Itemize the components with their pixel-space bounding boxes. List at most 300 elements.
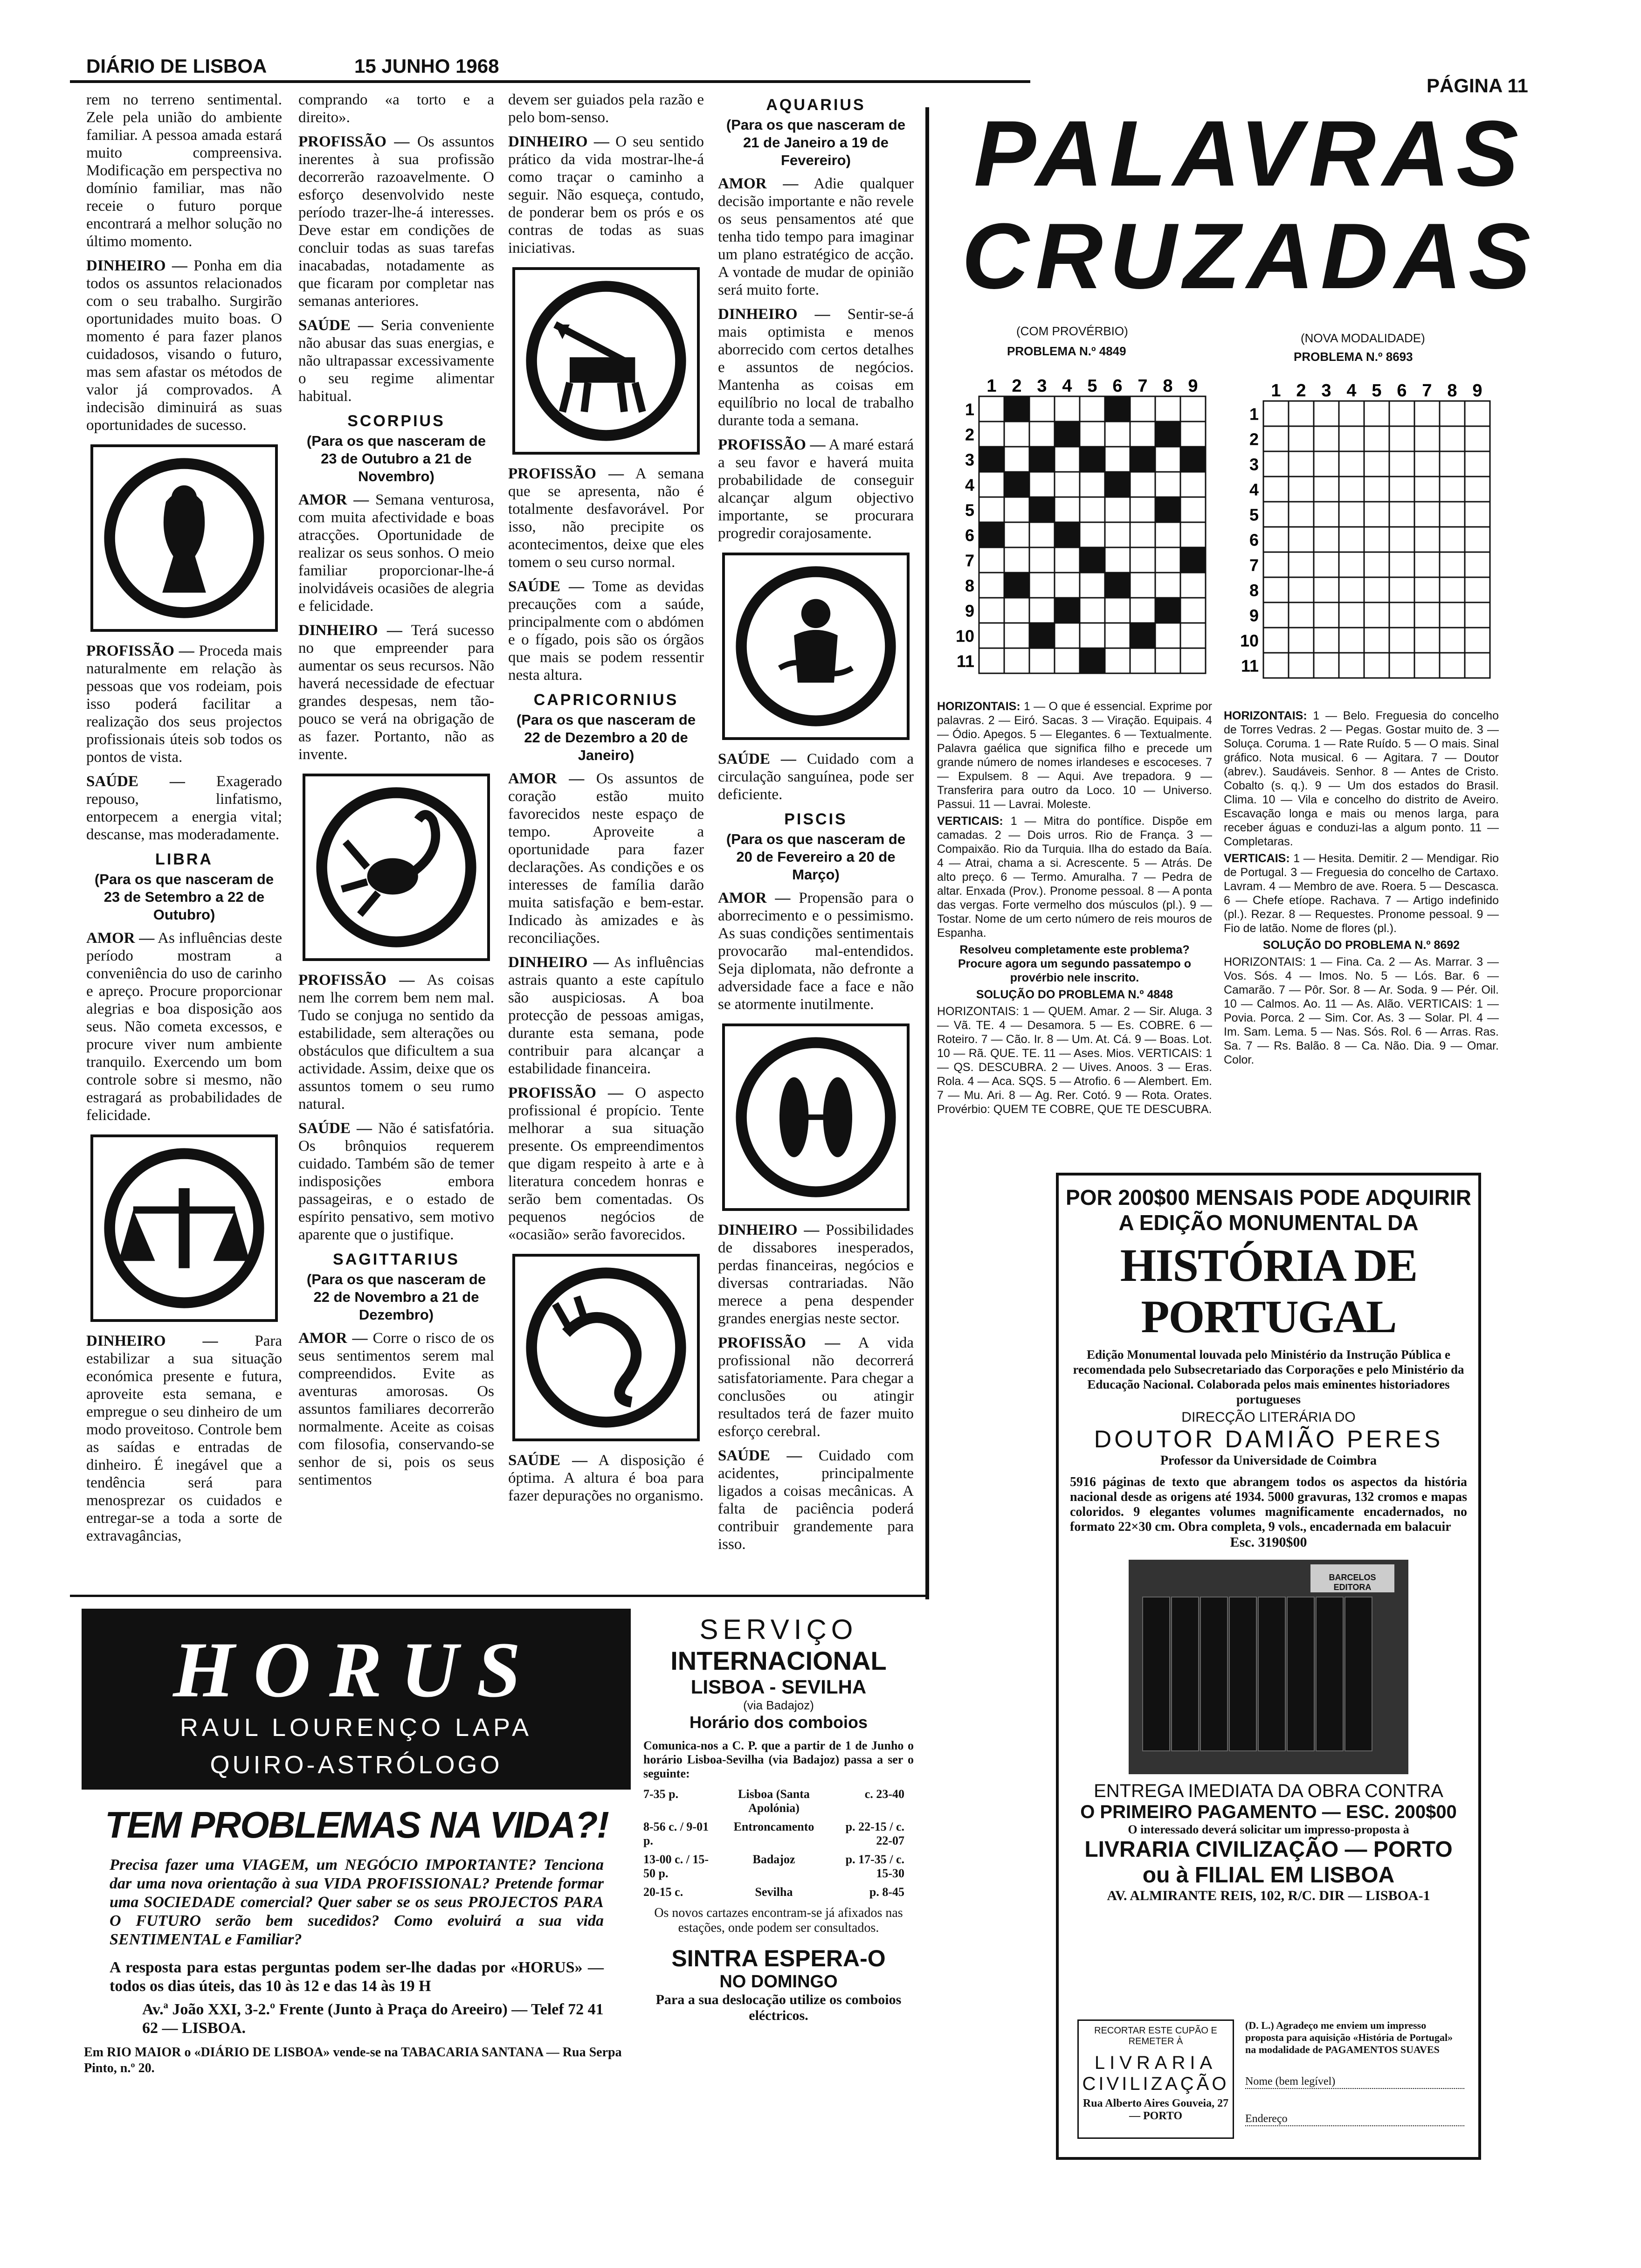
grid-cell[interactable] — [1364, 477, 1389, 502]
grid-cell[interactable] — [1130, 598, 1155, 623]
grid-cell[interactable] — [1440, 577, 1465, 602]
grid-cell[interactable] — [1389, 552, 1414, 577]
grid-cell[interactable] — [979, 472, 1004, 497]
section-keyword: PROFISSÃO — — [508, 465, 624, 482]
grid-cell[interactable] — [1289, 426, 1314, 451]
grid-cell[interactable] — [1029, 396, 1055, 422]
grid-cell[interactable] — [1105, 422, 1130, 447]
grid-cell[interactable] — [1155, 447, 1180, 472]
coupon-box[interactable] — [1077, 2019, 1234, 2139]
grid-cell[interactable] — [1155, 573, 1180, 598]
grid-cell[interactable] — [1389, 577, 1414, 602]
clue-keyword: VERTICAIS: — [1224, 852, 1290, 865]
grid-row-number: 11 — [956, 651, 974, 671]
grid-cell[interactable] — [1155, 547, 1180, 573]
grid-cell[interactable] — [1339, 527, 1364, 552]
sign-name-sagittarius: SAGITTARIUS — [333, 1251, 460, 1268]
timetable-station: Entroncamento — [733, 1820, 814, 1833]
right-grid-svg — [1235, 378, 1506, 690]
grid-cell[interactable] — [1440, 602, 1465, 628]
grid-row-number: 10 — [1240, 631, 1259, 650]
grid-cell[interactable] — [1289, 527, 1314, 552]
grid-cell[interactable] — [1414, 552, 1440, 577]
sign-dates-aquarius: (Para os que nasceram de 21 de Janeiro a 19 de Fevereiro) — [726, 117, 906, 168]
section-text: Corre o risco de os seus sentimentos serem mal compreendidos. Evite as aventuras amorosas. Os assuntos familiares decorrerão normalmente. Aceite as coisas com filosofia, conservando-se senhor de si, pois os seus sentimentos — [298, 1330, 494, 1488]
grid-row-number: 1 — [965, 400, 974, 419]
grid-cell[interactable] — [1314, 602, 1339, 628]
timetable-arrival: p. 22-15 / c. 22-07 — [845, 1820, 904, 1847]
grid-cell[interactable] — [1155, 648, 1180, 673]
grid-cell[interactable] — [1004, 447, 1029, 472]
grid-cell[interactable] — [1389, 477, 1414, 502]
timetable-arrival: p. 17-35 / c. 15-30 — [845, 1853, 904, 1880]
timetable-departure: 7-35 p. — [643, 1787, 679, 1801]
grid-cell[interactable] — [1180, 497, 1206, 522]
grid-cell[interactable] — [1029, 648, 1055, 673]
section-text: A semana que se apresenta, não é totalmente desfavorável. Por isso, não precipite os acontecimentos, deixe que eles tomem o seu curso normal. — [508, 465, 704, 571]
grid-cell[interactable] — [1105, 497, 1130, 522]
grid-cell[interactable] — [1029, 422, 1055, 447]
grid-cell[interactable] — [1339, 552, 1364, 577]
order-form-name[interactable]: Nome (bem legível) — [1245, 2075, 1464, 2089]
grid-column-number: 8 — [1163, 376, 1173, 396]
horus-name: RAUL LOURENÇO LAPA — [179, 1714, 533, 1742]
text-paragraph: rem no terreno sentimental. Zele pela união do ambiente familiar. A pessoa amada estará muito compreensiva. Modificação em perspectiva no domínio familiar, mas não receie o futuro porque encontrará a melhor solução no último momento. — [86, 91, 282, 250]
text-paragraph — [718, 1221, 914, 1328]
grid-cell[interactable] — [1414, 577, 1440, 602]
grid-cell[interactable] — [1004, 623, 1029, 648]
grid-cell-black — [1105, 396, 1130, 422]
solution-text: HORIZONTAIS: 1 — QUEM. Amar. 2 — Sir. Aluga. 3 — Vã. TE. 4 — Desamora. 5 — Es. COBRE. 6 — Roteiro. 7 — Cão. Ir. 8 — Um. At. Cá. 9 — Boas. Lot. 10 — Rã. QUE. TE. 11 — Ases. Mios. VERTICAIS: 1 — QS. DESCUBRA. 2 — Uives. Anoos. 3 — Eras. Rola. 4 — Aca. SQS. 5 — Atrofio. 6 — Alembert. Em. 7 — Mu. Ari. 8 — Ag. Rer. Cotó. 9 — Rota. Orates. Provérbio: QUEM TE COBRE, QUE TE DESCUBRA. — [937, 1005, 1212, 1116]
grid-cell[interactable] — [1180, 573, 1206, 598]
servico-title-5: Horário dos comboios — [689, 1713, 868, 1732]
grid-cell[interactable] — [1465, 477, 1490, 502]
grid-cell[interactable] — [1130, 522, 1155, 547]
section-text: Exagerado repouso, linfatismo, entorpecem a energia vital; descanse, mas moderadamente. — [86, 773, 282, 843]
grid-cell[interactable] — [1289, 451, 1314, 477]
grid-cell[interactable] — [1339, 602, 1364, 628]
grid-cell[interactable] — [1364, 602, 1389, 628]
grid-cell[interactable] — [1414, 602, 1440, 628]
grid-cell[interactable] — [1180, 522, 1206, 547]
grid-cell[interactable] — [1029, 598, 1055, 623]
grid-cell-black — [1055, 598, 1080, 623]
grid-cell[interactable] — [1339, 628, 1364, 653]
section-text: Tome as devidas precauções com a saúde, principalmente com o abdómen e o fígado, pois são os órgãos que mais se podem ressentir nesta altura. — [508, 578, 704, 684]
grid-cell[interactable] — [979, 573, 1004, 598]
grid-cell[interactable] — [1155, 522, 1180, 547]
grid-cell[interactable] — [1263, 628, 1289, 653]
grid-cell-black — [1105, 573, 1130, 598]
order-form-address[interactable]: Endereço — [1245, 2113, 1464, 2126]
grid-cell[interactable] — [1440, 451, 1465, 477]
sign-name-aquarius: AQUARIUS — [766, 96, 866, 114]
section-text: Terá sucesso no que empreender para aumentar os seus recursos. Não haverá necessidade de efectuar grandes despesas, nem tão-pouco se verá na obrigação de as fazer. Portanto, não as invente. — [298, 622, 494, 763]
grid-cell[interactable] — [1440, 653, 1465, 678]
order-form-text: (D. L.) Agradeço me enviem um impresso proposta para aquisição «História de Portugal» na modalidade de PAGAMENTOS SUAVES — [1245, 2019, 1453, 2055]
grid-cell[interactable] — [1339, 451, 1364, 477]
grid-column-number: 2 — [1012, 376, 1022, 396]
grid-row-number: 9 — [965, 601, 974, 621]
grid-cell[interactable] — [1105, 522, 1130, 547]
grid-cell[interactable] — [1080, 422, 1105, 447]
grid-cell[interactable] — [1389, 451, 1414, 477]
grid-cell[interactable] — [1263, 426, 1289, 451]
horus-ad — [82, 1609, 632, 2038]
grid-cell[interactable] — [1180, 648, 1206, 673]
grid-cell[interactable] — [1289, 602, 1314, 628]
grid-cell[interactable] — [1465, 401, 1490, 426]
capricornius-sign-image — [512, 1254, 700, 1441]
ad-store-2: ou à FILIAL EM LISBOA — [1142, 1863, 1395, 1888]
books-image — [1129, 1560, 1408, 1774]
grid-cell[interactable] — [1080, 573, 1105, 598]
grid-row-number: 6 — [965, 526, 974, 545]
grid-cell[interactable] — [1055, 648, 1080, 673]
grid-cell[interactable] — [1289, 502, 1314, 527]
grid-cell[interactable] — [1289, 401, 1314, 426]
grid-cell[interactable] — [1130, 497, 1155, 522]
clue-paragraph — [937, 814, 1212, 940]
text-paragraph — [298, 971, 494, 1113]
section-keyword: AMOR — — [298, 491, 369, 508]
grid-cell[interactable] — [1029, 547, 1055, 573]
grid-row-number: 4 — [965, 475, 974, 495]
section-text: As coisas nem lhe correm bem nem mal. Tudo se conjuga no sentido da estabilidade, sem alterações ou obstáculos que dificultem a sua actividade. Assim, deixe que os assuntos tomem o seu rumo natural. — [298, 972, 494, 1113]
grid-cell[interactable] — [1289, 477, 1314, 502]
grid-column-number: 5 — [1372, 381, 1382, 401]
grid-cell-black — [1004, 472, 1029, 497]
section-keyword: SAÚDE — — [718, 1447, 802, 1464]
section-text: Os assuntos inerentes à sua profissão decorrerão razoavelmente. O esforço desenvolvido neste período trazer-lhe-á interesses. Deve estar em condições de concluir todas as suas tarefas inacabadas, notadamente as que ficaram por completar nas semanas anteriores. — [298, 133, 494, 310]
ad-body: 5916 páginas de texto que abrangem todos os aspectos da história nacional desde as origens até 1934. 5000 gravuras, 132 cromos e mapas coloridos. 9 elegantes volumes magnificamente encadernados, no formato 22×30 cm. Obra completa, 9 vols., encadernada em balacuir — [1070, 1475, 1467, 1534]
grid-cell[interactable] — [1314, 502, 1339, 527]
grid-cell[interactable] — [1465, 602, 1490, 628]
ad-delivery-2: O PRIMEIRO PAGAMENTO — ESC. 200$00 — [1080, 1802, 1457, 1822]
grid-cell[interactable] — [1465, 502, 1490, 527]
text-paragraph — [86, 642, 282, 766]
grid-cell[interactable] — [1055, 396, 1080, 422]
grid-cell[interactable] — [1130, 573, 1155, 598]
grid-cell[interactable] — [1263, 502, 1289, 527]
grid-cell[interactable] — [1263, 477, 1289, 502]
grid-cell[interactable] — [1004, 598, 1029, 623]
train-timetable — [643, 1787, 914, 1899]
grid-cell[interactable] — [1289, 653, 1314, 678]
grid-cell[interactable] — [1364, 401, 1389, 426]
timetable-row — [643, 1787, 914, 1815]
grid-cell[interactable] — [1339, 577, 1364, 602]
section-text: Não é satisfatória. Os brônquios requerem cuidado. Também são de temer indisposições embora passageiras, e o estado de espírito pensativo, sem motivo aparente que o justifique. — [298, 1120, 494, 1243]
grid-cell[interactable] — [1263, 552, 1289, 577]
grid-cell[interactable] — [1180, 472, 1206, 497]
grid-cell[interactable] — [1389, 502, 1414, 527]
section-keyword: DINHEIRO — — [86, 1333, 218, 1349]
historia-de-portugal-ad — [1056, 1173, 1481, 2160]
sign-name-scorpius: SCORPIUS — [347, 412, 445, 430]
grid-cell[interactable] — [1440, 628, 1465, 653]
horoscope-column-1 — [86, 91, 282, 1574]
section-keyword: AMOR — — [718, 175, 799, 192]
grid-cell[interactable] — [1263, 577, 1289, 602]
horoscope-column-4 — [718, 91, 914, 1574]
grid-cell[interactable] — [1339, 426, 1364, 451]
ad-store-1: LIVRARIA CIVILIZAÇÃO — PORTO — [1084, 1837, 1453, 1862]
grid-cell[interactable] — [979, 598, 1004, 623]
right-crossword-grid[interactable] — [1235, 378, 1506, 690]
grid-cell[interactable] — [1414, 653, 1440, 678]
grid-cell[interactable] — [1004, 547, 1029, 573]
grid-cell-black — [979, 447, 1004, 472]
section-keyword: PROFISSÃO — — [298, 133, 410, 150]
grid-cell[interactable] — [1339, 502, 1364, 527]
grid-cell[interactable] — [1414, 527, 1440, 552]
timetable-station: Sevilha — [755, 1885, 793, 1899]
section-keyword: PROFISSÃO — — [718, 436, 826, 453]
section-keyword: PROFISSÃO — — [508, 1085, 623, 1101]
clue-paragraph — [937, 699, 1212, 811]
timetable-row — [643, 1853, 914, 1881]
grid-cell[interactable] — [1180, 396, 1206, 422]
timetable-departure: 8-56 c. / 9-01 p. — [643, 1820, 709, 1847]
grid-cell[interactable] — [1364, 653, 1389, 678]
grid-cell[interactable] — [1314, 628, 1339, 653]
sign-name-piscis: PISCIS — [784, 810, 848, 828]
grid-cell[interactable] — [1339, 653, 1364, 678]
grid-cell[interactable] — [1465, 577, 1490, 602]
grid-row-number: 7 — [965, 551, 974, 570]
ad-description: Edição Monumental louvada pelo Ministério da Instrução Pública e recomendada pelo Subsecretariado das Corporações e pelo Ministério da Educação Nacional. Colaborada pelos mais eminentes historiadores portugueses — [1073, 1348, 1464, 1406]
text-paragraph — [718, 1334, 914, 1440]
grid-cell[interactable] — [1364, 628, 1389, 653]
grid-cell[interactable] — [1029, 522, 1055, 547]
grid-cell[interactable] — [1055, 623, 1080, 648]
grid-cell[interactable] — [1130, 648, 1155, 673]
grid-cell[interactable] — [1004, 422, 1029, 447]
grid-cell[interactable] — [1130, 547, 1155, 573]
grid-cell[interactable] — [1414, 502, 1440, 527]
grid-cell[interactable] — [1314, 426, 1339, 451]
grid-cell[interactable] — [1314, 477, 1339, 502]
grid-cell[interactable] — [1130, 396, 1155, 422]
solution-text: HORIZONTAIS: 1 — Fina. Ca. 2 — As. Marrar. 3 — Vos. Sós. 4 — Imos. No. 5 — Lós. Bar. 6 — Camarão. 7 — Pôr. Sor. 8 — Ar. Soda. 9 — Pér. Oil. 10 — Calmos. Ao. 11 — As. Alão. VERTICAIS: 1 — Povia. Porca. 2 — Sim. Cor. As. 3 — Solar. Pl. 4 — Im. Sam. Lema. 5 — Nas. Sós. Rol. 6 — Arras. Ras. Sa. 7 — Rs. Balão. 8 — Ca. Não. Dia. 9 — Omar. Color. — [1224, 955, 1499, 1066]
left-puzzle-number: PROBLEMA N.º 4849 — [1007, 344, 1126, 358]
grid-cell[interactable] — [1440, 426, 1465, 451]
grid-cell[interactable] — [1289, 628, 1314, 653]
grid-cell[interactable] — [1364, 552, 1389, 577]
left-crossword-grid[interactable] — [951, 373, 1221, 685]
clue-keyword: HORIZONTAIS: — [1224, 709, 1307, 722]
grid-cell[interactable] — [1389, 602, 1414, 628]
grid-cell[interactable] — [1055, 573, 1080, 598]
grid-cell[interactable] — [1180, 623, 1206, 648]
grid-cell[interactable] — [1414, 477, 1440, 502]
grid-cell[interactable] — [979, 396, 1004, 422]
grid-cell[interactable] — [1155, 472, 1180, 497]
grid-cell[interactable] — [1440, 552, 1465, 577]
grid-cell[interactable] — [1440, 401, 1465, 426]
text-paragraph — [298, 622, 494, 763]
grid-cell[interactable] — [1364, 577, 1389, 602]
crossword-title-2: CRUZADAS — [961, 204, 1538, 308]
grid-cell[interactable] — [1289, 577, 1314, 602]
text-paragraph — [298, 491, 494, 615]
coupon-name-1: LIVRARIA — [1094, 2053, 1217, 2073]
grid-cell[interactable] — [1364, 451, 1389, 477]
grid-cell[interactable] — [1080, 623, 1105, 648]
grid-cell[interactable] — [1414, 401, 1440, 426]
grid-cell[interactable] — [1414, 451, 1440, 477]
grid-cell[interactable] — [1389, 628, 1414, 653]
grid-cell[interactable] — [1055, 547, 1080, 573]
page-number: PÁGINA 11 — [1427, 75, 1528, 97]
ad-title: HISTÓRIA DE PORTUGAL — [1120, 1239, 1417, 1342]
grid-cell[interactable] — [1465, 653, 1490, 678]
issue-date: 15 JUNHO 1968 — [354, 55, 499, 77]
grid-cell-black — [1029, 623, 1055, 648]
grid-cell[interactable] — [1180, 422, 1206, 447]
grid-cell[interactable] — [1055, 472, 1080, 497]
grid-cell[interactable] — [1465, 451, 1490, 477]
left-puzzle-subtitle: (COM PROVÉRBIO) — [1016, 324, 1128, 338]
section-text: Semana venturosa, com muita afectividade e boas atracções. Oportunidade de realizar os seus sonhos. O meio familiar proporcionar-lhe-á inolvidáveis ocasiões de alegria e felicidade. — [298, 491, 494, 615]
text-paragraph — [508, 1084, 704, 1244]
section-text: A vida profissional não decorrerá satisfatoriamente. Para chegar a conclusões ou atingir resultados terá de fazer muito esforço cerebral. — [718, 1335, 914, 1440]
grid-cell[interactable] — [1389, 401, 1414, 426]
grid-cell[interactable] — [1314, 527, 1339, 552]
grid-cell[interactable] — [1105, 648, 1130, 673]
grid-cell[interactable] — [1440, 502, 1465, 527]
grid-cell[interactable] — [1314, 653, 1339, 678]
grid-cell[interactable] — [1339, 477, 1364, 502]
grid-cell[interactable] — [1314, 577, 1339, 602]
grid-cell[interactable] — [1155, 396, 1180, 422]
sign-name-libra: LIBRA — [155, 850, 213, 868]
section-keyword: DINHEIRO — — [298, 622, 402, 639]
grid-cell[interactable] — [1364, 527, 1389, 552]
section-keyword: DINHEIRO — — [508, 954, 609, 971]
solution-title: SOLUÇÃO DO PROBLEMA N.º 4848 — [976, 988, 1173, 1001]
grid-cell[interactable] — [1364, 426, 1389, 451]
grid-cell[interactable] — [1314, 451, 1339, 477]
grid-cell[interactable] — [1004, 522, 1029, 547]
grid-cell[interactable] — [1105, 623, 1130, 648]
grid-row-number: 5 — [1249, 505, 1259, 525]
grid-cell[interactable] — [1263, 527, 1289, 552]
grid-cell[interactable] — [979, 547, 1004, 573]
ad-delivery-1: ENTREGA IMEDIATA DA OBRA CONTRA — [1094, 1781, 1443, 1801]
grid-cell[interactable] — [1080, 522, 1105, 547]
grid-cell-black — [1004, 396, 1029, 422]
right-puzzle-subtitle: (NOVA MODALIDADE) — [1301, 331, 1425, 345]
grid-cell[interactable] — [1080, 472, 1105, 497]
grid-cell[interactable] — [1440, 527, 1465, 552]
grid-cell[interactable] — [1465, 426, 1490, 451]
clue-text: 1 — Hesita. Demitir. 2 — Mendigar. Rio de Portugal. 3 — Freguesia do concelho de Cartaxo. Lavram. 4 — Membro de ave. Roera. 5 — Descasca. 6 — Chefe etíope. Rachava. 7 — Artigo indefinido (pl.). Rezar. 8 — Requestes. Pronome pessoal. 9 — Fio de latão. Nome de flores (pl.). — [1224, 852, 1499, 935]
section-text: Proceda mais naturalmente em relação às pessoas que vos rodeiam, pois isso poderá facilitar a realização dos seus projectos profissionais úteis sob todos os pontos de vista. — [86, 643, 282, 766]
books-label: BARCELOS EDITORA — [1329, 1573, 1376, 1592]
grid-cell[interactable] — [1055, 447, 1080, 472]
grid-cell[interactable] — [979, 648, 1004, 673]
grid-cell[interactable] — [1314, 401, 1339, 426]
grid-cell[interactable] — [1105, 447, 1130, 472]
grid-cell-black — [1180, 447, 1206, 472]
grid-cell[interactable] — [979, 422, 1004, 447]
grid-cell[interactable] — [1080, 497, 1105, 522]
grid-cell[interactable] — [1055, 497, 1080, 522]
grid-cell[interactable] — [1155, 623, 1180, 648]
section-text: Cuidado com a circulação sanguínea, pode ser deficiente. — [718, 751, 914, 803]
grid-cell[interactable] — [1414, 628, 1440, 653]
grid-cell[interactable] — [1263, 401, 1289, 426]
grid-cell-black — [1004, 573, 1029, 598]
grid-cell-black — [1155, 422, 1180, 447]
text-paragraph — [718, 750, 914, 803]
grid-cell[interactable] — [1080, 598, 1105, 623]
grid-cell[interactable] — [1389, 426, 1414, 451]
section-text: O aspecto profissional é propício. Tente melhorar a sua situação presente. Os empreendimentos que digam respeito à arte e à literatura concedem honras e serão bem comentadas. Os pequenos negócios de «ocasião» serão favorecidos. — [508, 1085, 704, 1243]
grid-cell[interactable] — [1130, 422, 1155, 447]
grid-cell[interactable] — [1080, 396, 1105, 422]
clue-keyword: VERTICAIS: — [937, 815, 1003, 828]
grid-cell[interactable] — [979, 623, 1004, 648]
grid-cell[interactable] — [1465, 552, 1490, 577]
text-paragraph — [298, 1329, 494, 1489]
grid-cell[interactable] — [1364, 502, 1389, 527]
grid-cell[interactable] — [1105, 598, 1130, 623]
grid-cell[interactable] — [1004, 648, 1029, 673]
grid-column-number: 8 — [1447, 381, 1457, 401]
grid-cell[interactable] — [1314, 552, 1339, 577]
text-paragraph: comprando «a torto e a direito». — [298, 91, 494, 126]
grid-cell[interactable] — [1414, 426, 1440, 451]
horus-banner — [82, 1609, 631, 1790]
grid-row-number: 4 — [1249, 480, 1259, 499]
grid-cell[interactable] — [1130, 472, 1155, 497]
grid-cell[interactable] — [979, 497, 1004, 522]
grid-cell[interactable] — [1389, 527, 1414, 552]
grid-cell[interactable] — [1004, 497, 1029, 522]
grid-cell[interactable] — [1263, 451, 1289, 477]
grid-column-number: 3 — [1037, 376, 1047, 396]
grid-cell[interactable] — [1263, 602, 1289, 628]
grid-cell[interactable] — [1339, 401, 1364, 426]
grid-cell[interactable] — [1389, 653, 1414, 678]
timetable-station: Lisboa (Santa Apolónia) — [738, 1787, 810, 1815]
grid-cell[interactable] — [1263, 653, 1289, 678]
puzzle-note: Resolveu completamente este problema? Procure agora um segundo passatempo o provérbio nele inscrito. — [958, 943, 1192, 984]
grid-cell[interactable] — [1180, 598, 1206, 623]
grid-row-number: 7 — [1249, 555, 1259, 575]
section-keyword: DINHEIRO — — [508, 133, 609, 150]
section-text: Seria conveniente não abusar das suas energias, e não ultrapassar excessivamente o seu regime alimentar habitual. — [298, 317, 494, 405]
section-text: Propensão para o aborrecimento e o pessimismo. As suas condições sentimentais provocarão mal-entendidos. Seja diplomata, não defronte a adversidade face a face e não se atormente inutilmente. — [718, 890, 914, 1013]
section-keyword: DINHEIRO — — [718, 306, 830, 323]
grid-cell[interactable] — [1029, 472, 1055, 497]
grid-cell[interactable] — [1029, 573, 1055, 598]
servico-internacional-ad — [643, 1613, 914, 2103]
section-keyword: SAÚDE — — [718, 751, 796, 768]
grid-row-number: 11 — [1241, 656, 1259, 676]
ad-line-1: POR 200$00 MENSAIS PODE ADQUIRIR — [1066, 1185, 1471, 1210]
grid-cell[interactable] — [1465, 527, 1490, 552]
grid-cell[interactable] — [1440, 477, 1465, 502]
grid-cell[interactable] — [1105, 547, 1130, 573]
section-text: As influências deste período mostram a conveniência do uso de carinho e apreço. Procure proporcionar alegrias e boa disposição aos seus. Não cometa excessos, e procure viver num ambiente tranquilo. Exercendo um bom controle sobre si mesmo, não estragará as probabilidades de felicidade. — [86, 930, 282, 1124]
grid-cell[interactable] — [1465, 628, 1490, 653]
grid-column-number: 6 — [1112, 376, 1123, 396]
grid-cell[interactable] — [1289, 552, 1314, 577]
